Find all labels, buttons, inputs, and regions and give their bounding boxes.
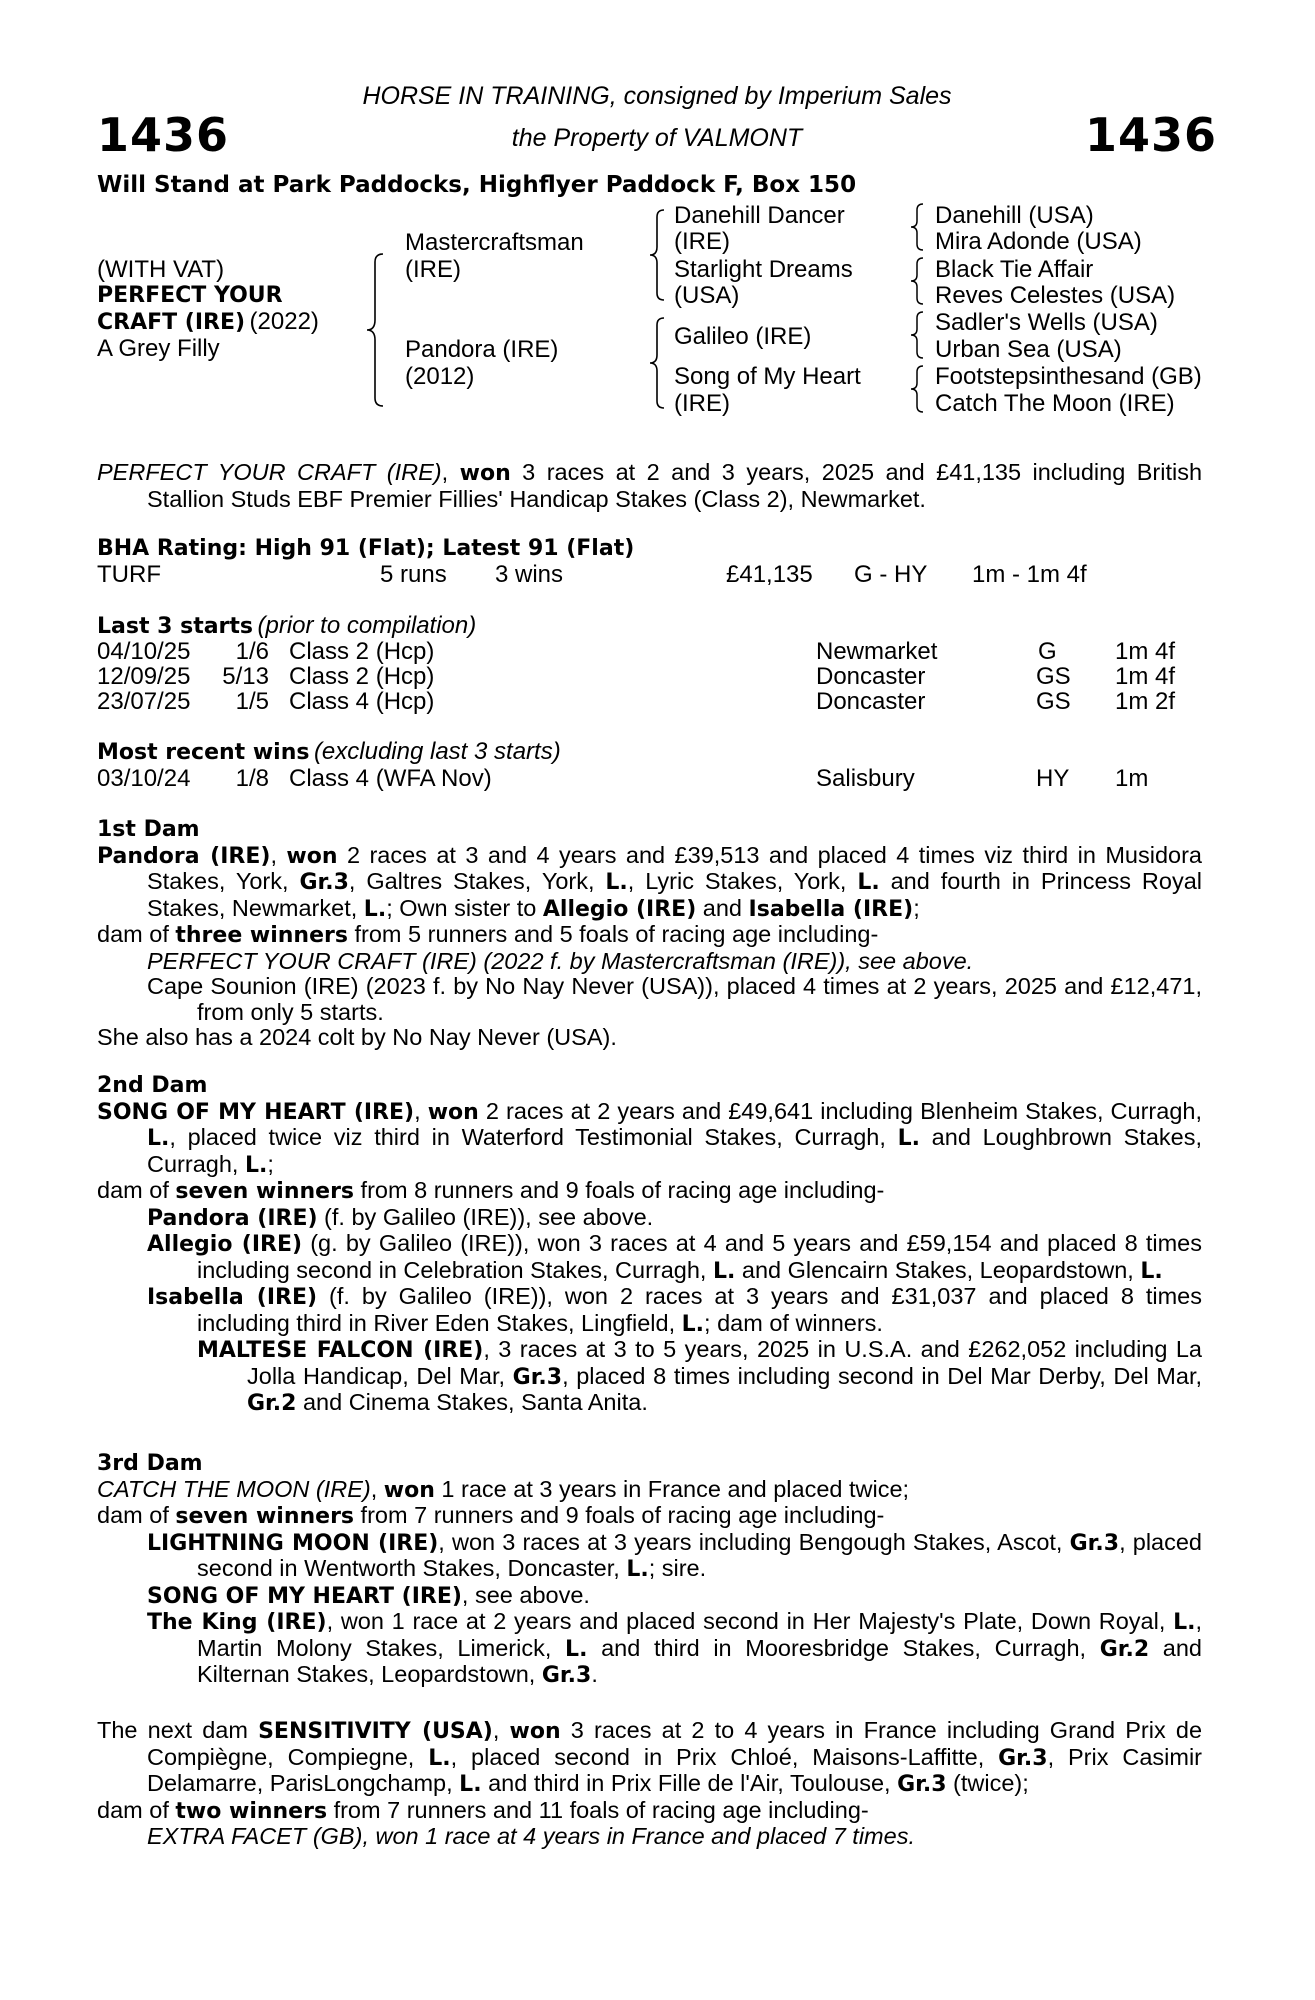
- start-row-2-course: Doncaster: [816, 663, 926, 690]
- pedigree-brace-main: [365, 250, 395, 410]
- next-dam-text-1: 3 races at 2 to 4 years in France including Grand Prix de Compiègne, Compiegne,: [147, 1717, 1203, 1770]
- recent-wins-heading: [97, 739, 561, 765]
- first-dam-name: Pandora (IRE): [97, 843, 271, 869]
- offspring-king-text-4: and Kilternan Stakes, Leopardstown,: [197, 1634, 1203, 1687]
- summary-text: 3 races at 2 and 3 years, 2025 and £41,135 including British Stallion Studs EBF Premier Fillies' Handicap Stakes (Class 2), Newmarket.: [147, 459, 1203, 512]
- next-dam-listed-2: L.: [459, 1772, 482, 1797]
- offspring-allegio-name: Allegio (IRE): [147, 1232, 303, 1257]
- next-dam-text-4: and third in Prix Fille de l'Air, Toulouse,: [481, 1770, 898, 1796]
- offspring-king-text-5: .: [591, 1661, 598, 1687]
- pedigree-brace-g4: [909, 363, 927, 415]
- race-summary: PERFECT YOUR CRAFT (IRE), won 3 races at 2 and 3 years, 2025 and £41,135 including British Stallion Studs EBF Premier Fillies' Handicap Stakes (Class 2), Newmarket.: [97, 459, 1203, 512]
- start-row-1-pos: 1/6: [235, 638, 269, 665]
- win-row-1-dist: 1m: [1115, 765, 1149, 792]
- offspring-allegio-listed-1: L.: [713, 1258, 736, 1284]
- second-dam-offspring-isabella: [97, 1284, 1202, 1337]
- first-dam-text-5: ; Own sister to: [386, 894, 543, 921]
- offspring-king-name: The King (IRE): [147, 1610, 327, 1635]
- granddam-1: Mira Adonde (USA): [935, 228, 1142, 255]
- recent-wins-subtitle: (excluding last 3 starts): [313, 738, 561, 765]
- second-dam-record: SONG OF MY HEART (IRE), won 2 races at 2 years and £49,641 including Blenheim Stakes, Curragh, L., placed twice viz third in Waterford Testimonial Stakes, Curragh, L. and Loughbrown Stakes, Curragh, L.;: [97, 1097, 1202, 1178]
- start-row-1-race: Class 2 (Hcp): [289, 638, 435, 665]
- first-dam-record: Pandora (IRE), won 2 races at 3 and 4 years and £39,513 and placed 4 times viz third in Musidora Stakes, York, Gr.3, Galtres Stakes, York, L., Lyric Stakes, York, L. and fourth in Princess Royal Stakes, Newmarket, L.; Own sister to Allegio (IRE) and Isabella (IRE);: [97, 841, 1202, 922]
- last-starts-title: Last 3 starts: [97, 614, 254, 639]
- offspring-maltese-text-3: and Cinema Stakes, Santa Anita.: [296, 1389, 648, 1415]
- pedigree-brace-dam: [648, 315, 670, 411]
- first-dam-damof: dam of: [97, 921, 176, 947]
- first-dam-winners: three winners: [175, 923, 348, 948]
- third-dam-text-1: 1 race at 3 years in France and placed twice;: [434, 1475, 910, 1502]
- first-dam-heading: 1st Dam: [97, 817, 200, 842]
- first-dam-listed-3: L.: [363, 896, 387, 922]
- next-dam-won: won: [509, 1719, 561, 1744]
- offspring-king-listed-2: L.: [565, 1636, 588, 1662]
- third-dam-heading: 3rd Dam: [97, 1451, 203, 1476]
- next-dam-produce-intro: [97, 1798, 1202, 1825]
- next-dam-gr3-a: Gr.3: [998, 1745, 1048, 1771]
- pedigree-brace-g2: [909, 255, 927, 307]
- second-dam-produce-intro: [97, 1178, 1202, 1205]
- offspring-maltese-text-1: , 3 races at 3 to 5 years, 2025 in U.S.A. and £262,052 including La Jolla Handicap, Del Mar,: [247, 1336, 1202, 1389]
- second-dam-heading: 2nd Dam: [97, 1073, 208, 1098]
- dam-name-l2: (2012): [405, 363, 475, 390]
- pedigree-brace-g3: [909, 309, 927, 361]
- vat-label: (WITH VAT): [97, 256, 225, 283]
- offspring-allegio-listed-2: L.: [1140, 1258, 1163, 1284]
- offspring-maltese-text-2: , placed 8 times including second in Del Mar Derby, Del Mar,: [562, 1362, 1202, 1389]
- rating-earnings: £41,135: [726, 561, 813, 588]
- sire-dam-l1: Starlight Dreams: [674, 256, 853, 283]
- rating-distance: 1m - 1m 4f: [972, 561, 1087, 588]
- granddam-2: Reves Celestes (USA): [935, 282, 1176, 309]
- start-row-3-date: 23/07/25: [97, 688, 191, 715]
- bha-rating-title: BHA Rating: High 91 (Flat); Latest 91 (Flat): [97, 536, 635, 561]
- first-dam-text-1: 2 races at 3 and 4 years and £39,513 and placed 4 times viz third in Musidora Stakes, York,: [147, 841, 1202, 894]
- horse-name-line1: PERFECT YOUR: [97, 283, 283, 308]
- first-dam-listed-2: L.: [857, 870, 880, 895]
- start-row-3-pos: 1/5: [235, 688, 269, 715]
- next-dam-damof: dam of: [97, 1796, 176, 1823]
- offspring-extra-facet-name: EXTRA FACET (GB): [147, 1823, 363, 1849]
- dam-dam-l1: Song of My Heart: [674, 363, 861, 390]
- second-dam-name: SONG OF MY HEART (IRE): [97, 1099, 415, 1125]
- offspring-song-name: SONG OF MY HEART (IRE): [147, 1583, 462, 1609]
- sire-name-l2: (IRE): [405, 256, 461, 283]
- third-dam-offspring-song: [97, 1583, 1202, 1610]
- third-dam-offspring-lightning: [97, 1530, 1202, 1583]
- grandsire-3: Sadler's Wells (USA): [935, 309, 1158, 336]
- sire-sire-l2: (IRE): [674, 228, 730, 255]
- third-dam-damof-rest: from 7 runners and 9 foals of racing age including-: [354, 1502, 885, 1528]
- lot-number-left: 1436: [97, 108, 230, 162]
- second-dam-text-4: ;: [267, 1150, 274, 1177]
- granddam-4: Catch The Moon (IRE): [935, 390, 1175, 417]
- first-dam-offspring-1: PERFECT YOUR CRAFT (IRE) (2022 f. by Mastercraftsman (IRE)), see above.: [147, 947, 974, 974]
- next-dam-name: SENSITIVITY (USA): [258, 1719, 493, 1744]
- rating-going: G - HY: [854, 561, 928, 588]
- first-dam-won: won: [286, 843, 338, 869]
- start-row-1-going: G: [1038, 638, 1057, 665]
- second-dam-listed-1: L.: [147, 1126, 170, 1151]
- start-row-3-race: Class 4 (Hcp): [289, 688, 435, 715]
- dam-name-l1: Pandora (IRE): [405, 336, 559, 363]
- offspring-pandora-text: (f. by Galileo (IRE)), see above.: [317, 1203, 654, 1230]
- third-dam-produce-intro: [97, 1503, 1202, 1530]
- offspring-king-text-1: , won 1 race at 2 years and placed second in Her Majesty's Plate, Down Royal,: [326, 1608, 1174, 1634]
- offspring-allegio-text-1: (g. by Galileo (IRE)), won 3 races at 4 and 5 years and £59,154 and placed 8 times including second in Celebration Stakes, Curragh,: [197, 1230, 1203, 1283]
- first-dam-sister-2: Isabella (IRE): [748, 896, 914, 922]
- second-dam-text-2: , placed twice viz third in Waterford Testimonial Stakes, Curragh,: [169, 1124, 898, 1150]
- first-dam-damof-rest: from 5 runners and 5 foals of racing age including-: [347, 921, 879, 947]
- third-dam-damof: dam of: [97, 1502, 176, 1528]
- rating-runs: 5 runs: [380, 561, 447, 588]
- next-dam-intro: The next dam: [97, 1717, 259, 1743]
- second-dam-listed-2: L.: [897, 1126, 920, 1151]
- first-dam-section: [97, 817, 1202, 1051]
- third-dam-offspring-king: [97, 1609, 1202, 1689]
- pedigree-brace-sire: [648, 207, 670, 303]
- horse-name-line2: CRAFT (IRE): [97, 310, 246, 335]
- last-starts-subtitle: (prior to compilation): [257, 612, 477, 639]
- pedigree-brace-g1: [909, 201, 927, 253]
- stand-location: Will Stand at Park Paddocks, Highflyer Paddock F, Box 150: [97, 172, 857, 198]
- first-dam-gr3: Gr.3: [299, 870, 349, 895]
- start-row-3-course: Doncaster: [816, 688, 926, 715]
- offspring-song-text: , see above.: [461, 1581, 590, 1608]
- second-dam-grandoffspring-maltese: [97, 1337, 1202, 1417]
- second-dam-damof-rest: from 8 runners and 9 foals of racing age including-: [354, 1177, 885, 1203]
- win-row-1-pos: 1/8: [235, 765, 269, 792]
- start-row-1-course: Newmarket: [816, 638, 938, 665]
- sire-name-l1: Mastercraftsman: [405, 229, 584, 256]
- first-dam-text-3: , Lyric Stakes, York,: [627, 868, 858, 894]
- offspring-king-text-3: and third in Mooresbridge Stakes, Curragh,: [587, 1634, 1100, 1661]
- next-dam-section: [97, 1718, 1202, 1850]
- second-dam-text-3: and Loughbrown Stakes, Curragh,: [147, 1124, 1202, 1177]
- first-dam-note: She also has a 2024 colt by No Nay Never (USA).: [97, 1024, 617, 1050]
- sire-sire-l1: Danehill Dancer: [674, 202, 845, 229]
- offspring-maltese-name: MALTESE FALCON (IRE): [197, 1338, 484, 1363]
- win-row-1-race: Class 4 (WFA Nov): [289, 765, 492, 792]
- second-dam-offspring-pandora: [97, 1205, 1202, 1232]
- next-dam-record: [97, 1718, 1202, 1798]
- start-row-2-going: GS: [1036, 663, 1071, 690]
- start-row-1-dist: 1m 4f: [1115, 638, 1176, 665]
- offspring-isabella-name: Isabella (IRE): [147, 1285, 318, 1310]
- start-row-2-pos: 5/13: [222, 663, 269, 690]
- offspring-isabella-text-1: (f. by Galileo (IRE)), won 2 races at 3 years and £31,037 and placed 8 times including third in River Eden Stakes, Lingfield,: [197, 1283, 1202, 1336]
- second-dam-won: won: [427, 1099, 479, 1125]
- third-dam-won: won: [383, 1477, 435, 1503]
- dam-dam-l2: (IRE): [674, 390, 730, 417]
- horse-year: (2022): [249, 308, 319, 335]
- dam-sire: Galileo (IRE): [674, 323, 812, 350]
- next-dam-winners: two winners: [175, 1798, 328, 1824]
- next-dam-listed-1: L.: [428, 1745, 451, 1771]
- next-dam-text-3: , Prix Casimir Delamarre, ParisLongchamp,: [147, 1743, 1202, 1796]
- third-dam-section: [97, 1451, 1202, 1689]
- start-row-3-dist: 1m 2f: [1115, 688, 1176, 715]
- start-row-3-going: GS: [1036, 688, 1071, 715]
- grandsire-4: Footstepsinthesand (GB): [935, 363, 1202, 390]
- offspring-maltese-gr3: Gr.3: [512, 1364, 563, 1390]
- first-dam-listed-1: L.: [605, 870, 628, 895]
- recent-wins-title: Most recent wins: [97, 740, 310, 765]
- win-row-1-course: Salisbury: [816, 765, 915, 792]
- offspring-pandora-name: Pandora (IRE): [147, 1205, 318, 1231]
- offspring-lightning-text-1: , won 3 races at 3 years including Bengough Stakes, Ascot,: [438, 1528, 1070, 1555]
- offspring-lightning-text-3: ; sire.: [648, 1555, 707, 1581]
- offspring-lightning-name: LIGHTNING MOON (IRE): [147, 1530, 439, 1556]
- offspring-extra-facet-text: , won 1 race at 4 years in France and placed 7 times.: [362, 1823, 915, 1849]
- offspring-king-gr3: Gr.3: [541, 1663, 592, 1688]
- third-dam-record: CATCH THE MOON (IRE), won 1 race at 3 years in France and placed twice;: [97, 1475, 910, 1503]
- first-dam-text-2: , Galtres Stakes, York,: [348, 868, 606, 894]
- win-row-1-date: 03/10/24: [97, 765, 191, 792]
- next-dam-text-5: (twice);: [946, 1770, 1029, 1796]
- offspring-maltese-gr2: Gr.2: [247, 1391, 297, 1416]
- second-dam-offspring-allegio: [97, 1231, 1202, 1284]
- offspring-isabella-listed: L.: [681, 1311, 705, 1337]
- grandsire-1: Danehill (USA): [935, 202, 1094, 229]
- horse-name-line2-wrap: [97, 309, 319, 335]
- first-dam-semi: ;: [913, 894, 920, 921]
- offspring-lightning-text-2: , placed second in Wentworth Stakes, Doncaster,: [197, 1528, 1202, 1581]
- rating-surface: TURF: [97, 561, 161, 588]
- summary-won: won: [459, 461, 511, 486]
- third-dam-name: CATCH THE MOON (IRE): [97, 1475, 371, 1502]
- offspring-lightning-gr3: Gr.3: [1069, 1530, 1120, 1556]
- lot-number-right: 1436: [1085, 108, 1218, 162]
- rating-wins: 3 wins: [495, 561, 564, 588]
- first-dam-produce-intro: [97, 922, 1202, 949]
- start-row-2-dist: 1m 4f: [1115, 663, 1176, 690]
- consignor-line: HORSE IN TRAINING, consigned by Imperium Sales: [362, 82, 952, 110]
- first-dam-sister-1: Allegio (IRE): [542, 896, 697, 922]
- first-dam-text-4: and fourth in Princess Royal Stakes, Newmarket,: [147, 868, 1202, 921]
- third-dam-winners: seven winners: [175, 1504, 355, 1529]
- offspring-king-gr2: Gr.2: [1099, 1636, 1150, 1662]
- last-starts-heading: [97, 613, 476, 639]
- next-dam-gr3-b: Gr.3: [897, 1772, 947, 1797]
- win-row-1-going: HY: [1036, 765, 1070, 792]
- second-dam-damof: dam of: [97, 1177, 176, 1203]
- first-dam-and: and: [696, 894, 749, 921]
- start-row-2-race: Class 2 (Hcp): [289, 663, 435, 690]
- next-dam-offspring-extra-facet: [97, 1824, 1202, 1850]
- offspring-allegio-text-2: and Glencairn Stakes, Leopardstown,: [735, 1256, 1141, 1283]
- horse-description: A Grey Filly: [97, 335, 220, 362]
- start-row-2-date: 12/09/25: [97, 663, 191, 690]
- offspring-isabella-text-2: ; dam of winners.: [704, 1309, 883, 1336]
- offspring-lightning-listed: L.: [626, 1557, 649, 1582]
- next-dam-text-2: , placed second in Prix Chloé, Maisons-Laffitte,: [450, 1743, 999, 1770]
- grandsire-2: Black Tie Affair: [935, 256, 1094, 283]
- second-dam-winners: seven winners: [175, 1179, 355, 1204]
- second-dam-section: [97, 1073, 1202, 1417]
- sire-dam-l2: (USA): [674, 282, 740, 309]
- next-dam-comma: ,: [492, 1717, 510, 1743]
- summary-horse-name: PERFECT YOUR CRAFT (IRE): [97, 459, 442, 485]
- first-dam-offspring-2: Cape Sounion (IRE) (2023 f. by No Nay Never (USA)), placed 4 times at 2 years, 2025 and £12,471, from only 5 starts.: [147, 973, 1202, 1025]
- second-dam-listed-3: L.: [244, 1152, 268, 1178]
- property-line: the Property of VALMONT: [511, 124, 803, 152]
- second-dam-text-1: 2 races at 2 years and £49,641 including Blenheim Stakes, Curragh,: [478, 1097, 1202, 1124]
- offspring-king-listed-1: L.: [1173, 1610, 1196, 1635]
- next-dam-damof-rest: from 7 runners and 11 foals of racing age including-: [327, 1796, 869, 1823]
- start-row-1-date: 04/10/25: [97, 638, 191, 665]
- granddam-3: Urban Sea (USA): [935, 336, 1122, 363]
- offspring-king-text-2: , Martin Molony Stakes, Limerick,: [197, 1608, 1202, 1661]
